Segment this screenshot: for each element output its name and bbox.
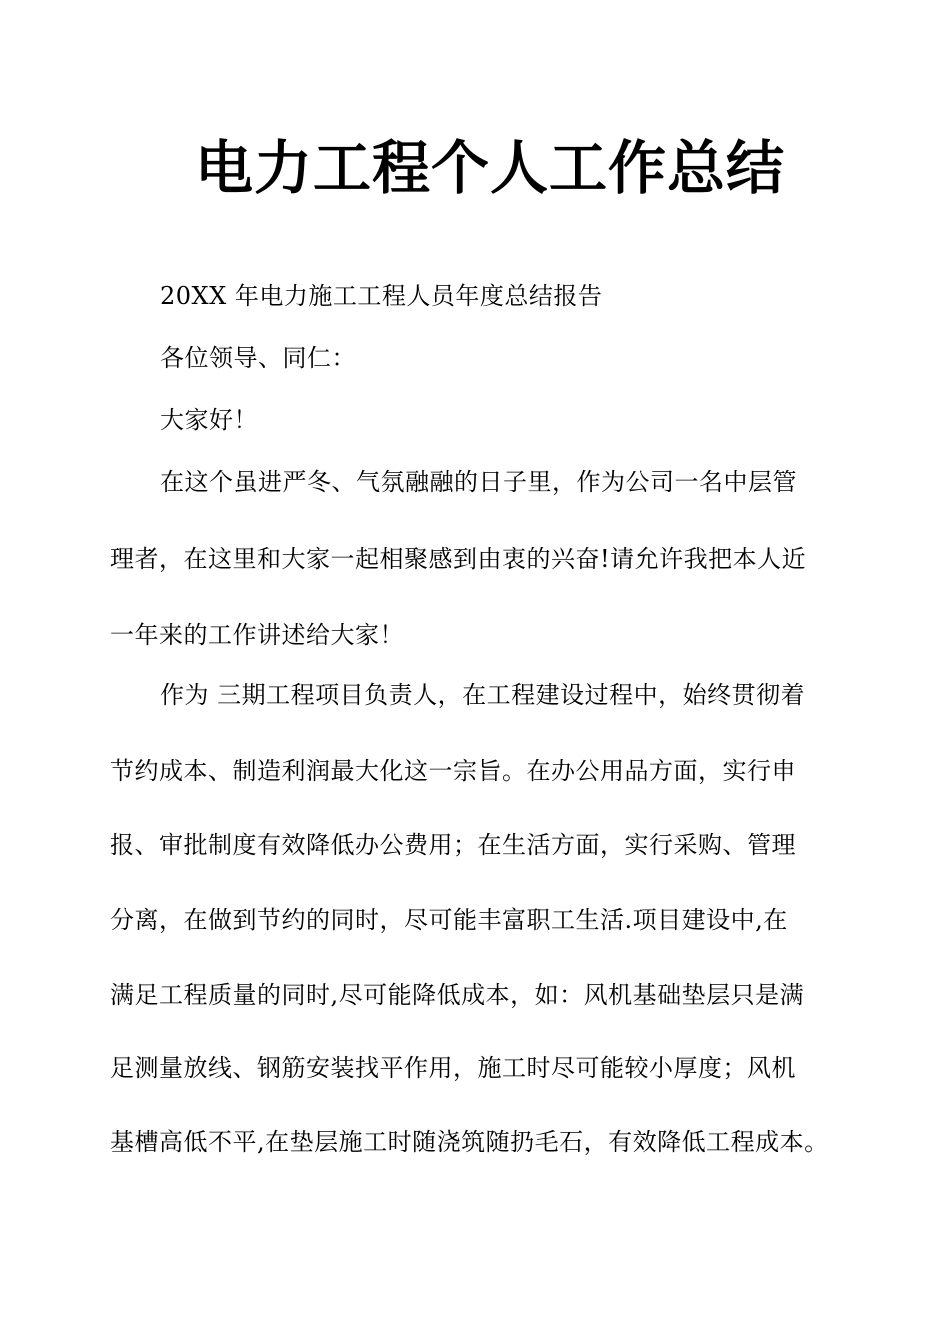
text-line-greeting: 大家好！ (160, 406, 258, 434)
text-line: 作为 三期工程项目负责人，在工程建设过程中，始终贯彻着 (160, 681, 806, 709)
text-line: 在这个虽进严冬、气氛融融的日子里，作为公司一名中层管 (160, 468, 797, 496)
text-line: 节约成本、制造利润最大化这一宗旨。在办公用品方面，实行申 (110, 757, 796, 785)
text-line-subtitle: 20XX 年电力施工工程人员年度总结报告 (160, 282, 603, 310)
text-line: 一年来的工作讲述给大家！ (110, 621, 404, 649)
text-line: 理者，在这里和大家一起相聚感到由衷的兴奋!请允许我把本人近 (110, 545, 807, 573)
text-line: 分离，在做到节约的同时，尽可能丰富职工生活.项目建设中,在 (110, 906, 788, 934)
text-line-salutation: 各位领导、同仁： (160, 344, 356, 372)
text-line: 报、审批制度有效降低办公费用；在生活方面，实行采购、管理 (110, 831, 796, 859)
document-title: 电力工程个人工作总结 (194, 134, 785, 202)
text-line: 基槽高低不平,在垫层施工时随浇筑随扔毛石，有效降低工程成本。 (110, 1128, 829, 1156)
text-line: 足测量放线、钢筋安装找平作用，施工时尽可能较小厚度；风机 (110, 1054, 796, 1082)
text-line: 满足工程质量的同时,尽可能降低成本，如：风机基础垫层只是满 (110, 981, 805, 1009)
